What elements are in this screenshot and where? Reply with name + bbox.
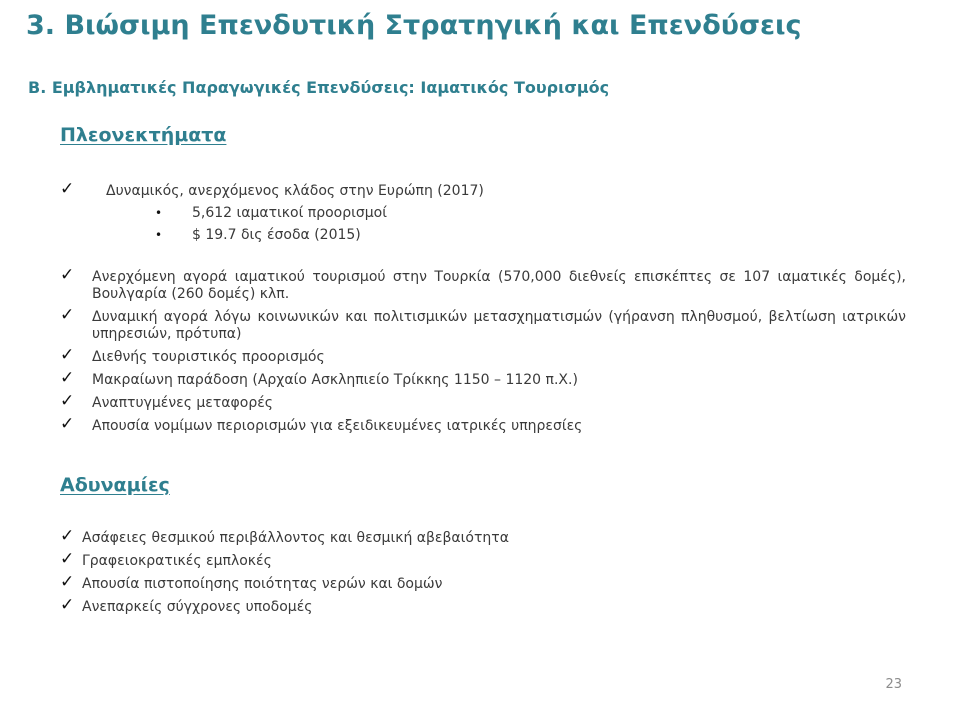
page-number: 23 bbox=[885, 677, 902, 692]
item-text: Απουσία νομίμων περιορισμών για εξειδικευμένες ιατρικές υπηρεσίες bbox=[92, 418, 583, 434]
sub-list-item bbox=[60, 227, 906, 249]
check-mark-icon: ✓ bbox=[60, 549, 75, 569]
check-mark-icon: ✓ bbox=[60, 305, 75, 325]
list-item bbox=[60, 549, 906, 570]
slide-title: 3. Βιώσιμη Επενδυτική Στρατηγική και Επενδύσεις bbox=[26, 10, 802, 41]
list-item bbox=[60, 368, 906, 389]
check-mark-icon: ✓ bbox=[60, 368, 75, 388]
item-text: Δυναμικός, ανερχόμενος κλάδος στην Ευρώπη (2017) bbox=[106, 183, 484, 199]
check-mark-icon: ✓ bbox=[60, 391, 75, 411]
weaknesses-heading: Αδυναμίες bbox=[60, 474, 170, 496]
list-item bbox=[60, 391, 906, 412]
item-text: Απουσία πιστοποίησης ποιότητας νερών και δομών bbox=[82, 576, 443, 592]
item-text: Ανεπαρκείς σύγχρονες υποδομές bbox=[82, 599, 313, 615]
sub-item-text: $ 19.7 δις έσοδα (2015) bbox=[192, 227, 361, 243]
check-mark-icon: ✓ bbox=[60, 572, 75, 592]
list-item bbox=[60, 265, 906, 303]
check-mark-icon: ✓ bbox=[60, 595, 75, 615]
check-mark-icon: ✓ bbox=[60, 526, 75, 546]
list-item bbox=[60, 414, 906, 435]
weaknesses-list bbox=[60, 526, 906, 616]
advantages-list bbox=[60, 179, 906, 435]
sub-list bbox=[60, 205, 906, 249]
check-mark-icon: ✓ bbox=[60, 414, 75, 434]
list-item bbox=[60, 595, 906, 616]
check-mark-icon: ✓ bbox=[60, 179, 75, 199]
item-text: Ασάφειες θεσμικού περιβάλλοντος και θεσμική αβεβαιότητα bbox=[82, 530, 509, 546]
advantages-heading: Πλεονεκτήματα bbox=[60, 124, 227, 146]
item-text: Αναπτυγμένες μεταφορές bbox=[92, 395, 274, 411]
list-item bbox=[60, 526, 906, 547]
item-text: Γραφειοκρατικές εμπλοκές bbox=[82, 553, 272, 569]
list-item bbox=[60, 179, 906, 249]
check-mark-icon: ✓ bbox=[60, 265, 75, 285]
list-item bbox=[60, 345, 906, 366]
slide-subtitle: Β. Εμβληματικές Παραγωγικές Επενδύσεις: Ιαματικός Τουρισμός bbox=[28, 78, 610, 97]
check-mark-icon: ✓ bbox=[60, 345, 75, 365]
list-item bbox=[60, 572, 906, 593]
item-text: Ανερχόμενη αγορά ιαματικού τουρισμού στην Τουρκία (570,000 διεθνείς επισκέπτες σε 107 ιαματικές δομές), Βουλγαρία (260 δομές) κλπ. bbox=[92, 269, 906, 302]
bullet-dot-icon: • bbox=[155, 228, 163, 242]
bullet-dot-icon: • bbox=[155, 206, 163, 220]
list-item bbox=[60, 305, 906, 343]
item-text: Διεθνής τουριστικός προορισμός bbox=[92, 349, 325, 365]
item-text: Μακραίωνη παράδοση (Αρχαίο Ασκληπιείο Τρίκκης 1150 – 1120 π.Χ.) bbox=[92, 372, 578, 388]
sub-list-item bbox=[60, 205, 906, 227]
sub-item-text: 5,612 ιαματικοί προορισμοί bbox=[192, 205, 387, 221]
item-text: Δυναμική αγορά λόγω κοινωνικών και πολιτισμικών μετασχηματισμών (γήρανση πληθυσμού, βελτίωση ιατρικών υπηρεσιών, πρότυπα) bbox=[92, 309, 906, 342]
